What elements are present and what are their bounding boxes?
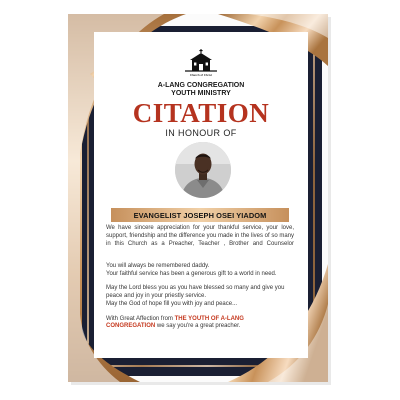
paragraph-faithful-service: Your faithful service has been a generous gift to a world in need. — [106, 270, 277, 277]
citation-subtitle: IN HONOUR OF — [165, 128, 237, 138]
paragraph-blessing: May the Lord bless you as you have blessed so many and give you peace and joy in your priestly service. — [106, 285, 285, 300]
citation-body — [106, 225, 294, 338]
honoree-photo — [175, 142, 231, 198]
paragraph-hope: May the God of hope fill you with joy and peace... — [106, 300, 238, 307]
organization-line-2: YOUTH MINISTRY — [171, 90, 231, 97]
citation-title: CITATION — [132, 98, 270, 128]
church-icon — [184, 48, 218, 74]
citation-card — [94, 32, 308, 358]
affection-highlight: THE YOUTH OF A-LANG CONGREGATION — [106, 315, 244, 330]
paragraph-appreciation: We have sincere appreciation for your thankful service, your love, support, friendship and the difference you made in the lives of so many in this Church as a Preacher, Teacher , Brother and Counselor — [106, 225, 295, 247]
paragraph-affection — [106, 316, 294, 332]
organization-line-1: A-LANG CONGREGATION — [157, 82, 245, 89]
church-logo — [94, 48, 308, 74]
affection-prefix: With Great Affection from — [106, 315, 173, 322]
church-brand-text: Church of Christ — [189, 74, 213, 77]
organization-name — [94, 82, 308, 98]
honoree-name-banner — [111, 208, 289, 222]
honoree-name: EVANGELIST JOSEPH OSEI YIADOM — [133, 210, 267, 220]
affection-suffix: we say you're a great preacher. — [156, 323, 241, 330]
paragraph-remembered: You will always be remembered daddy. — [106, 262, 210, 269]
